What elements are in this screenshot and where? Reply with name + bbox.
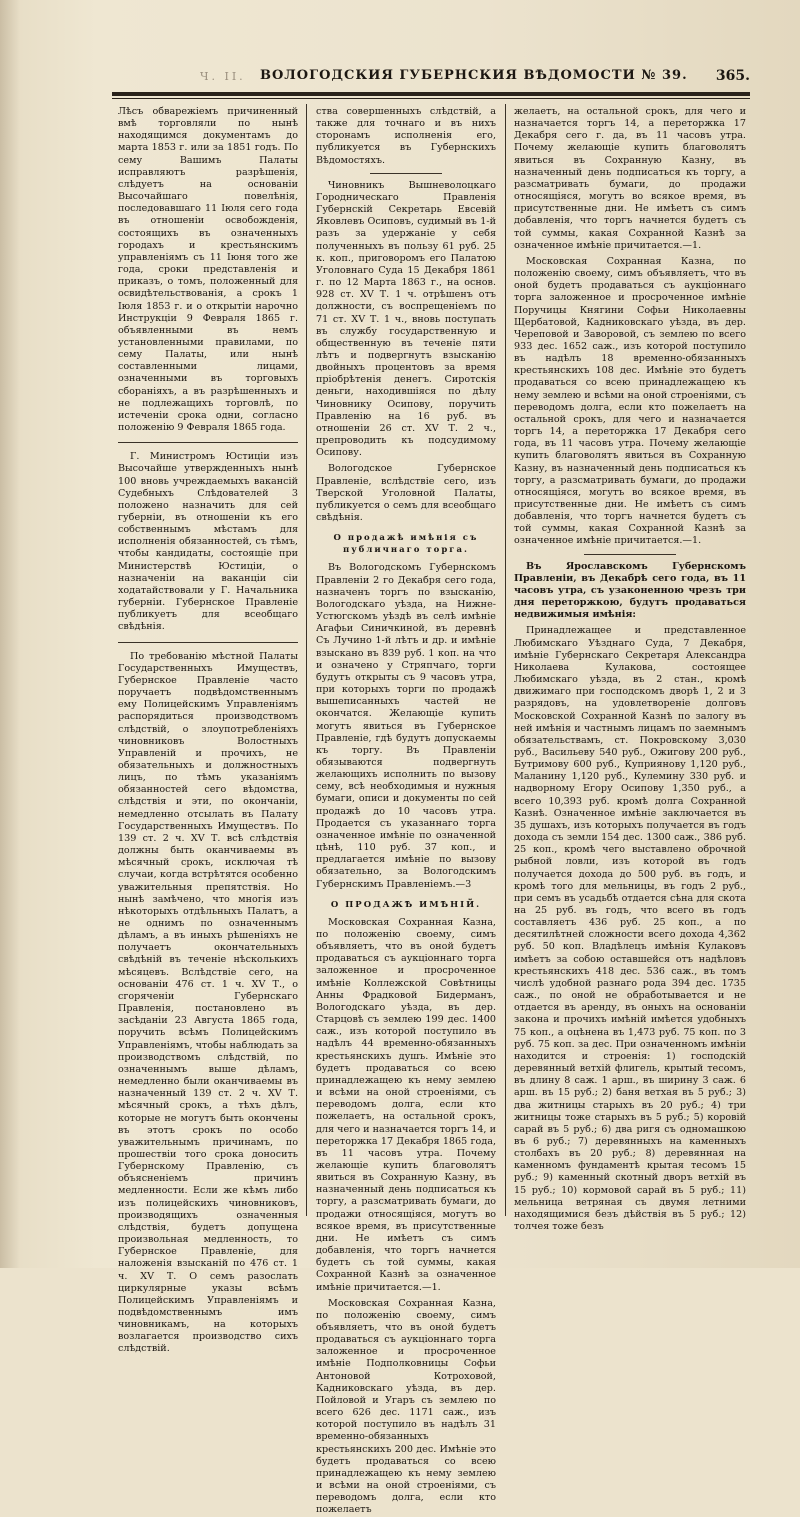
article-text: желаетъ, на остальной срокъ, для чего и назначается торгъ 14, а переторжка 17 Декабря сего г. да, въ 11 часовъ утра. Почему желающіе купить благоволятъ явиться въ Сохранную Казну, въ назначенный день подписаться къ торгу, а разсматривать бумаги, до продажи относящіяся, могутъ во всякое время, въ присутственные дни. Не имѣетъ съ симъ добавленія, что торгъ начнется будетъ съ той суммы, какая Сохранной Казнѣ за означенное имѣніе причитается.—1.	[514, 106, 746, 251]
article-text: Московская Сохранная Казна, по положенію своему, симъ объявляетъ, что въ оной будетъ продаваться съ аукціоннаго торга заложенное и просроченное имѣніе Коллежской Совѣтницы Анны Фрадковой Бидерманъ, Вологодскаго уѣзда, въ дер. Старцовѣ съ землею 199 дес. 1400 саж., изъ которой поступило въ надѣлъ 44 временно-обязанныхъ крестьянскихъ душъ. Имѣніе это будетъ продаваться со всею принадлежащею къ нему землею и всѣми на оной строеніями, съ переводомъ долга, если кто пожелаетъ, на остальной срокъ, для чего и назначается торгъ 14, и переторжка 17 Декабря 1865 года, въ 11 часовъ утра. Почему желающіе купить благоволятъ явиться въ Сохранную Казну, въ назначенный день подписаться къ торгу, а разсматривать бумаги, до продажи относящіяся, могутъ во всякое время, въ присутственные дни. Не имѣетъ съ симъ добавленія, что торгъ начнется будетъ съ той суммы, какая Сохранной Казнѣ за означенное имѣніе причитается.—1.	[316, 916, 496, 1293]
header-left-mark: Ч. II.	[200, 70, 246, 83]
header-rule-thin	[112, 98, 750, 99]
article-text: Московская Сохранная Казна, по положенію своему, симъ объявляетъ, что въ оной будетъ продаваться съ аукціоннаго торга заложенное и просроченное имѣніе Подполковницы Софьи Антоновой Котроховой, Кадниковскаго уѣзда, въ дер. Пойловой и Угаръ съ землею по всего 626 дес. 1171 саж., изъ которой поступило въ надѣлъ 31 временно-обязанныхъ крестьянскихъ 200 дес. Имѣніе это будетъ продаваться со всею принадлежащею къ нему землею и всѣми на оной строеніями, съ переводомъ долга, если кто пожелаетъ	[316, 1297, 496, 1516]
column-3	[514, 106, 746, 1233]
newspaper-title: ВОЛОГОДСКИЯ ГУБЕРНСКИЯ ВѢДОМОСТИ № 39.	[260, 68, 688, 83]
header-rule-thick	[112, 92, 750, 96]
page-header	[90, 66, 750, 90]
article-text: Московская Сохранная Казна, по положенію своему, симъ объявляетъ, что въ оной будетъ продаваться съ аукціоннаго торга заложенное и просроченное имѣніе Поручицы Княгини Софьи Николаевны Щербатовой, Кадниковскаго уѣзда, въ дер. Череповой и Заворовой, съ землею по всего 933 дес. 1652 саж., изъ которой поступило въ надѣлъ 18 временно-обязанныхъ крестьянскихъ 108 дес. Имѣніе это будетъ продаваться со всею принадлежащею къ нему землею и всѣми на оной строеніями, съ переводомъ долга, если кто пожелаетъ на остальной срокъ, для чего и назначается торгъ 14, а переторжка 17 Декабря сего года, въ 11 часовъ утра. Почему желающіе купить благоволятъ явиться въ Сохранную Казну, въ назначенный день подписаться къ торгу, а разсматривать бумаги, до продажи относящіяся, могутъ во всякое время, въ присутственные дни. Не имѣетъ съ симъ добавленія, что торгъ начнется будетъ съ той суммы, какая Сохранной Казнѣ за означенное имѣніе причитается.—1.	[514, 255, 746, 547]
section-divider	[118, 442, 298, 443]
article-text: ства совершенныхъ слѣдствій, а также для точнаго и въ нихъ сторонамъ исполненія его, публикуется въ Губернскихъ Вѣдомостяхъ.	[316, 106, 496, 166]
column-divider-2	[505, 104, 506, 1216]
section-heading: О продажѣ имѣнія съ публичнаго торга.	[333, 533, 479, 556]
article-text: Г. Министромъ Юстиціи изъ Высочайше утвержденныхъ нынѣ 100 вновь учреждаемыхъ вакансій Судебныхъ Слѣдователей 3 положено назначить для сей губерніи, въ отношеніи къ его собственнымъ мѣстамъ для исполненія обязанностей, съ тѣмъ, чтобы кандидаты, состоящіе при Министерствѣ Юстиціи, о назначеніи на ваканціи сіи ходатайствовали у Г. Начальника губерніи. Губернское Правленіе публикуетъ для всеобщаго свѣдѣнія.	[118, 451, 298, 633]
section-divider	[370, 173, 442, 174]
article-text: Лѣсъ обварежіемъ причиненный вмѣ торговляли по нынѣ находящимся документамъ до марта 1853 г. или за 1851 годъ. По сему Вашимъ Палаты исправляютъ разрѣшенія, слѣдуетъ на основаніи Высочайшаго повелѣнія, последовавшаго 11 Іюля сего года въ отношеніи освобожденія, состоящихъ въ означенныхъ городахъ и крестьянскимъ управленіямъ съ 11 Іюня того же года, сроки представленія и приказъ, о томъ, положенный для освидѣтельствованія, а срокъ 1 Іюля 1853 г. и о открытіи нарочно Инструкціи 9 Февраля 1865 г. объявленными въ немъ установленными правилами, по сему Палаты, или нынѣ составленными лицами, означенными въ торговыхъ сбораніяхъ, а въ разрѣшенныхъ и не подлежащихъ торговлѣ, по истеченіи срока одни, согласно положенію 9 Февраля 1865 года.	[118, 106, 298, 434]
article-text: Чиновникъ Вышневолоцкаго Городническаго Правленія Губернскій Секретарь Евсевій Яковлевъ Осиповъ, судимый въ 1-й разъ за удержаніе у себя полученныхъ въ пользу 61 руб. 25 к. коп., приговоромъ его Палатою Уголовнаго Суда 15 Декабря 1861 г. по 12 Марта 1863 г., на основ. 928 ст. XV Т. 1 ч. отрѣшенъ отъ должности, съ воспрещеніемъ по 71 ст. XV Т. 1 ч., вновь поступать въ службу государственную и общественную въ теченіе пяти лѣтъ и подвергнутъ взысканію двойныхъ процентовъ за время пріобрѣтенія денегъ. Сиротскія деньги, находившіяся по дѣлу Чиновнику Осипову, поручить Правленію на 16 руб. въ отношеніи 26 ст. XV Т. 2 ч., препроводить къ подсудимому Осипову.	[316, 179, 496, 459]
column-2	[316, 106, 496, 1516]
column-1	[118, 106, 298, 1355]
article-text: По требованію мѣстной Палаты Государственныхъ Имуществъ, Губернское Правленіе часто поручаетъ подвѣдомственнымъ ему Полицейскимъ Управленіямъ распорядиться производствомъ слѣдствій, о злоупотребленіяхъ чиновниковъ Волостныхъ Управленій и прочихъ, не обязательныхъ и должностныхъ лицъ, по тѣмъ указаніямъ обязанностей сего вѣдомства, слѣдствія и эти, по окончаніи, немедленно отсылать въ Палату Государственныхъ Имуществъ. По 139 ст. 2 ч. XV Т. всѣ слѣдствія должны быть оканчиваемы въ мѣсячный срокъ, исключая тѣ случаи, когда встрѣтятся особенно уважительныя препятствія. Но нынѣ замѣчено, что многія изъ нѣкоторыхъ отдѣльныхъ Палатъ, а не однимъ по означеннымъ дѣламъ, а въ иныхъ рѣшеніяхъ не получаетъ окончательныхъ свѣдѣній въ теченіе нѣсколькихъ мѣсяцевъ. Вслѣдствіе сего, на основаніи 476 ст. 1 ч. XV Т., о сгоряченіи Губернскаго Правленія, постановлено въ засѣданіи 23 Августа 1865 года, поручить всѣмъ Полицейскимъ Управленіямъ, чтобы наблюдать за производствомъ слѣдствій, по означеннымъ выше дѣламъ, немедленно были оканчиваемы въ назначенный 139 ст. 2 ч. XV Т. мѣсячный срокъ, а тѣхъ дѣлъ, которые не могутъ быть окончены въ этотъ срокъ по особо уважительнымъ причинамъ, по прошествіи того срока доносить Губернскому Правленію, съ объясненіемъ причинъ медленности. Если же кѣмъ либо изъ полицейскихъ чиновниковъ, производящихъ означенныя слѣдствія, будетъ допущена произвольная медленность, то Губернское Правленіе, для наложенія взысканій по 476 ст. 1 ч. XV Т. О семъ разослать циркулярные указы всѣмъ Полицейскимъ Управленіямъ и подвѣдомственнымъ имъ чиновникамъ, на которыхъ возлагается производство сихъ слѣдствій.	[118, 650, 298, 1355]
article-text: Въ Ярославскомъ Губернскомъ Правленіи, въ Декабрѣ сего года, въ 11 часовъ утра, съ узаконенною чрезъ три дня переторжкою, будутъ продаваться недвижимыя имѣнія:	[514, 560, 746, 621]
article-text: Принадлежащее и представленное Любимскаго Уѣзднаго Суда, 7 Декабря, имѣніе Губернскаго Секретаря Александра Николаева Кулакова, состоящее Любимскаго уѣзда, въ 2 стан., кромѣ движимаго при господскомъ дворѣ 1, 2 и 3 разрядовъ, на удовлетвореніе долговъ Московской Сохранной Казнѣ по залогу въ ней имѣнія и частнымъ лицамъ по заемнымъ обязательствамъ, ст. Покровскому 3,030 руб., Васильеву 540 руб., Ожигову 200 руб., Бутримову 600 руб., Куприянову 1,120 руб., Маланину 1,120 руб., Кулемину 330 руб. и надворному Егору Осипову 1,350 руб., а всего 10,393 руб. кромѣ долга Сохранной Казнѣ. Означенное имѣніе заключается въ 35 душахъ, изъ которыхъ получается въ годъ дохода съ земли 154 дес. 1300 саж., 386 руб. 25 коп., кромѣ чего выставлено оброчной рыбной ловли, изъ которой въ годъ получается дохода до 500 руб. въ годъ, и кромѣ того для мельницы, въ годъ 2 руб., при семъ въ усадьбѣ отдается сѣна для скота на 25 руб. въ годъ, что всего въ годъ составляетъ 436 руб. 25 коп., а по десятилѣтней сложности всего дохода 4,362 руб. 50 коп. Владѣлецъ имѣнія Кулаковъ имѣетъ за собою оставшейся отъ надѣловъ крестьянскихъ 418 дес. 536 саж., въ томъ числѣ удобной разнаго рода 394 дес. 1735 саж., по оной не обработывается и не отдается въ аренду, въ оныхъ на основаніи закона и прочихъ имѣній имѣется удобныхъ 75 коп., а оцѣнена въ 1,473 руб. 75 коп. по 3 руб. 75 коп. за дес. При означенномъ имѣніи находится и строенія: 1) господскій деревянный ветхій флигель, крытый тесомъ, въ длину 8 саж. 1 арш., въ ширину 3 саж. 6 арш. въ 15 руб.; 2) баня ветхая въ 5 руб.; 3) два житницы старыхъ въ 20 руб.; 4) три житницы тоже старыхъ въ 5 руб.; 5) коровій сарай въ 5 руб.; 6) два ригя съ одномашкою въ 6 руб.; 7) деревянныхъ на каменныхъ столбахъ въ 20 руб.; 8) деревянная на каменномъ фундаментѣ крытая тесомъ 15 руб.; 9) каменный скотный дворъ ветхій въ 15 руб.; 10) кормовой сарай въ 5 руб.; 11) мельница ветряная съ двумя летними находящимися безъ дѣйствія въ 5 руб.; 12) толчея тоже безъ	[514, 625, 746, 1233]
page-number: 365.	[715, 68, 750, 84]
section-heading: О ПРОДАЖѢ ИМѢНІЙ.	[330, 899, 482, 910]
article-text: Въ Вологодскомъ Губернскомъ Правленіи 2 го Декабря сего года, назначенъ торгъ по взысканію, Вологодскаго уѣзда, на Нижне-Устюгскомъ уѣздѣ въ селѣ имѣніе Агафьи Синичкиной, въ деревнѣ Съ Лучино 1-й лѣтъ и др. и имѣніе взыскано въ 839 руб. 1 коп. на что и означено у Стряпчаго, торги будутъ открыты съ 9 часовъ утра, при которыхъ торги по продажѣ вышеписанныхъ частей не окончатся. Желающіе купить могутъ явиться въ Губернское Правленіе, гдѣ будутъ допускаемы къ торгу. Въ Правленіи обязываются подвергнуть желающихъ исполнить по вызову сему, всѣ необходимыя и нужныя бумаги, описи и документы по сей продажѣ до 10 часовъ утра. Продается съ указаннаго торга означенное имѣніе по означенной цѣнѣ, 110 руб. 37 коп., и предлагается имѣніе по вызову обязательно, за Вологодскимъ Губернскимъ Правленіемъ.—3	[316, 562, 496, 890]
section-divider	[584, 554, 677, 555]
column-divider-1	[306, 104, 307, 1216]
section-divider	[118, 642, 298, 643]
article-text: Вологодское Губернское Правленіе, вслѣдствіе сего, изъ Тверской Уголовной Палаты, публикуется о семъ для всеобщаго свѣдѣнія.	[316, 463, 496, 523]
page-fold-shadow	[0, 0, 20, 1268]
